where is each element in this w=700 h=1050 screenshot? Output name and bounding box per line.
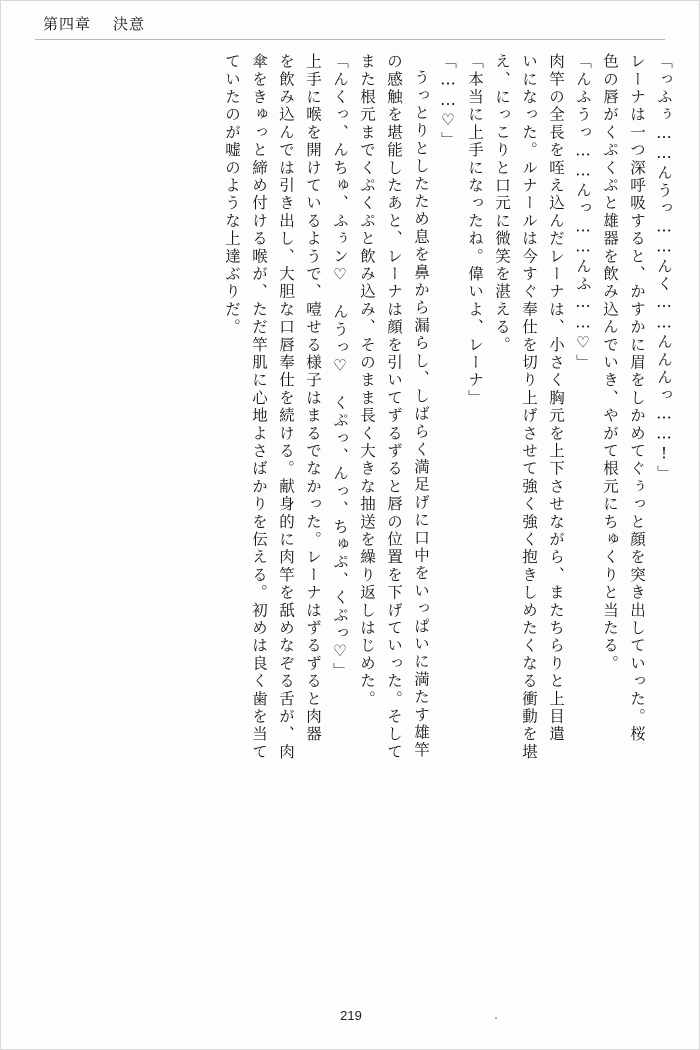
text-column: いになった。ルナールは今すぐ奉仕を切り上げさせて強く強く抱きしめたくなる衝動を堪: [520, 53, 538, 761]
chapter-number: 第四章: [43, 17, 92, 33]
page-speck: [495, 1017, 497, 1019]
text-column: レーナは一つ深呼吸すると、かすかに眉をしかめてぐぅっと顔を突き出していった。桜: [628, 53, 646, 744]
header-divider: [35, 39, 665, 40]
chapter-title: 決意: [113, 17, 146, 33]
text-column: え、にっこりと口元に微笑を湛える。: [493, 53, 511, 354]
text-column: また根元までくぷくぷと飲み込み、そのまま長く大きな抽送を繰り返しはじめた。: [358, 53, 376, 708]
text-column: の感触を堪能したあと、レーナは顔を引いてずるずると唇の位置を下げていった。そして: [385, 53, 403, 761]
vertical-columns: [212, 53, 671, 983]
text-column: 上手に喉を開けているようで、噎せる様子はまるでなかった。レーナはずるずると肉器: [304, 53, 322, 744]
text-column: ていたのが嘘のような上達ぶりだ。: [223, 53, 241, 337]
text-column: を飲み込んでは引き出し、大胆な口唇奉仕を続ける。献身的に肉竿を舐めなぞる舌が、肉: [277, 53, 295, 761]
text-column: 肉竿の全長を咥え込んだレーナは、小さく胸元を上下させながら、またちらりと上目遣: [547, 53, 565, 744]
text-column: 「……♡」: [439, 53, 457, 149]
body-text-area: [31, 53, 671, 983]
page-header: [43, 13, 145, 34]
text-column: 傘をきゅっと締め付ける喉が、ただ竿肌に心地よさばかりを伝える。初めは良く歯を当て: [250, 53, 268, 761]
text-column: 色の唇がくぷくぷと雄器を飲み込んでいき、やがて根元にちゅくりと当たる。: [601, 53, 619, 673]
text-column: 「本当に上手になったね。偉いよ、レーナ」: [466, 53, 484, 407]
text-column: 「んふうっ……んっ……んふ……♡」: [574, 53, 592, 372]
text-column: 「っふぅ……んうっ……んく……んんんっ……!」: [655, 53, 673, 483]
text-column: 「んくっ、んちゅ、ふぅン♡ んうっ♡ くぷっ、んっ、ちゅぷ、くぷっ♡」: [331, 53, 349, 680]
text-column: うっとりとしたため息を鼻から漏らし、しばらく満足げに口中をいっぱいに満たす雄竿: [412, 69, 430, 760]
page-number: 219: [340, 1008, 362, 1023]
